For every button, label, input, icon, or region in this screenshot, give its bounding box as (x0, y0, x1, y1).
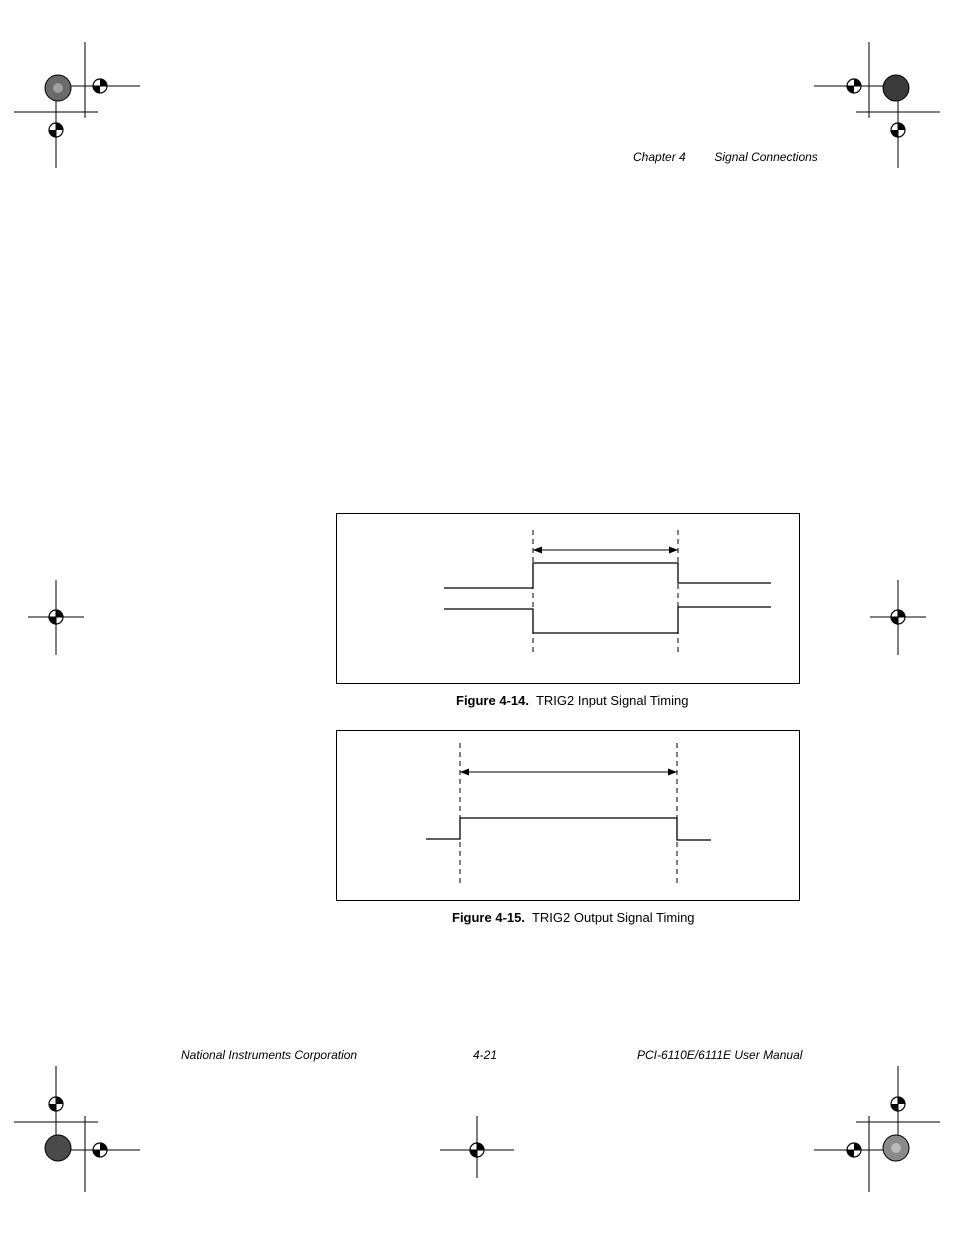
footer-publisher: National Instruments Corporation (181, 1048, 358, 1062)
running-header (633, 150, 818, 164)
figure-4-14-label: Figure 4-14. (456, 693, 529, 708)
footer-manual-title: PCI-6110E/6111E User Manual (637, 1048, 803, 1062)
figure-4-15-title: TRIG2 Output Signal Timing (531, 910, 695, 925)
figure-4-15-frame (336, 730, 800, 901)
figure-4-14-title: TRIG2 Input Signal Timing (535, 693, 689, 708)
header-section: Signal Connections (714, 150, 818, 164)
figure-4-14-frame (336, 513, 800, 684)
footer-page-number: 4-21 (473, 1048, 498, 1062)
trig2-input-timing-diagram (337, 514, 799, 683)
figure-4-14-caption (456, 693, 688, 708)
figure-4-15-caption (452, 910, 695, 925)
trig2-output-timing-diagram (337, 731, 799, 900)
figure-4-15-label: Figure 4-15. (452, 910, 525, 925)
header-chapter: Chapter 4 (633, 150, 686, 164)
